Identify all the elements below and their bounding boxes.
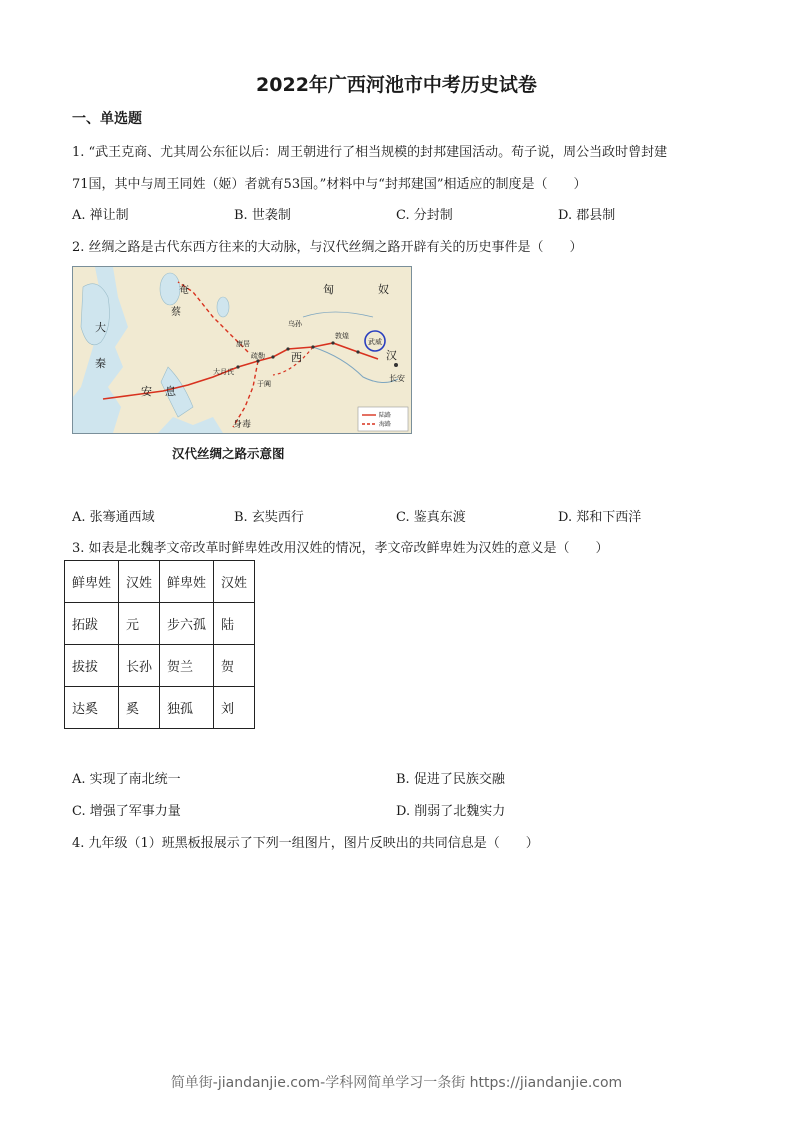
map-label-dunhuang: 敦煌 [335, 332, 349, 340]
question-2-line-1: 2. 丝绸之路是古代东西方往来的大动脉，与汉代丝绸之路开辟有关的历史事件是（ ） [72, 240, 583, 255]
q3-option-b: B. 促进了民族交融 [396, 772, 505, 787]
table-cell: 元 [119, 603, 160, 645]
q3-option-c: C. 增强了军事力量 [72, 804, 181, 819]
q2-option-d: D. 郑和下西洋 [558, 510, 642, 525]
table-cell: 贺兰 [160, 645, 214, 687]
map-label-dayuezhi: 大月氏 [213, 368, 234, 376]
table-cell: 刘 [214, 687, 255, 729]
table-row [65, 687, 255, 729]
table-cell: 贺 [214, 645, 255, 687]
table-cell: 鲜卑姓 [160, 561, 214, 603]
map-caption: 汉代丝绸之路示意图 [172, 446, 285, 461]
q2-option-b: B. 玄奘西行 [234, 510, 304, 525]
table-cell: 拓跋 [65, 603, 119, 645]
map-label-kangju: 康居 [236, 340, 250, 348]
silk-road-map-graphic [73, 267, 411, 433]
table-cell: 达奚 [65, 687, 119, 729]
map-label-han: 汉 [386, 349, 397, 362]
table-cell: 拔拔 [65, 645, 119, 687]
q1-option-a: A. 禅让制 [72, 208, 129, 223]
map-label-changan: 长安 [389, 374, 405, 383]
section-heading: 一、单选题 [72, 111, 142, 127]
map-legend-sea: 海路 [379, 421, 392, 428]
q1-option-d: D. 郡县制 [558, 208, 616, 223]
q2-option-a: A. 张骞通西域 [72, 510, 155, 525]
map-label-yan: 奄 [179, 285, 189, 296]
silk-road-map [72, 266, 412, 434]
q2-option-c: C. 鉴真东渡 [396, 510, 466, 525]
table-cell: 陆 [214, 603, 255, 645]
table-cell: 独孤 [160, 687, 214, 729]
page-title: 2022年广西河池市中考历史试卷 [256, 74, 537, 96]
map-label-an: 安 [141, 385, 152, 398]
question-4-line-1: 4. 九年级（1）班黑板报展示了下列一组图片，图片反映出的共同信息是（ ） [72, 836, 539, 851]
q1-option-c: C. 分封制 [396, 208, 453, 223]
q3-option-d: D. 削弱了北魏实力 [396, 804, 506, 819]
question-3-line-1: 3. 如表是北魏孝文帝改革时鲜卑姓改用汉姓的情况，孝文帝改鲜卑姓为汉姓的意义是（ ） [72, 541, 609, 556]
table-row [65, 603, 255, 645]
table-row [65, 561, 255, 603]
map-label-cai: 蔡 [171, 307, 181, 318]
table-cell: 长孙 [119, 645, 160, 687]
map-label-qin: 秦 [95, 357, 106, 370]
map-label-xiong: 匈 [323, 283, 334, 296]
map-label-yutian: 于阗 [257, 380, 271, 388]
map-label-nu: 奴 [378, 283, 389, 296]
question-1-line-2: 71国，其中与周王同姓（姬）者就有53国。”材料中与“封邦建国”相适应的制度是（ ） [72, 177, 587, 192]
question-1-line-1: 1. “武王克商、尤其周公东征以后：周王朝进行了相当规模的封邦建国活动。荀子说，周公当政时曾封建 [72, 145, 668, 160]
surname-table [64, 560, 255, 729]
map-legend-land: 陆路 [379, 412, 392, 419]
table-row [65, 645, 255, 687]
q1-option-b: B. 世袭制 [234, 208, 291, 223]
table-cell: 奚 [119, 687, 160, 729]
table-cell: 汉姓 [119, 561, 160, 603]
map-label-shule: 疏勒 [251, 352, 265, 360]
map-label-wuwei: 武威 [368, 338, 382, 346]
map-label-da: 大 [95, 321, 106, 334]
footer-watermark: 简单街-jiandanjie.com-学科网简单学习一条街 https://jiandanjie.com [170, 1075, 623, 1091]
table-cell: 汉姓 [214, 561, 255, 603]
q3-option-a: A. 实现了南北统一 [72, 772, 181, 787]
map-label-wusun: 乌孙 [288, 320, 302, 328]
map-label-xi-country: 息 [165, 385, 176, 398]
table-cell: 鲜卑姓 [65, 561, 119, 603]
map-label-xi: 西 [291, 351, 302, 364]
map-label-shendu: 身毒 [233, 420, 252, 430]
table-cell: 步六孤 [160, 603, 214, 645]
